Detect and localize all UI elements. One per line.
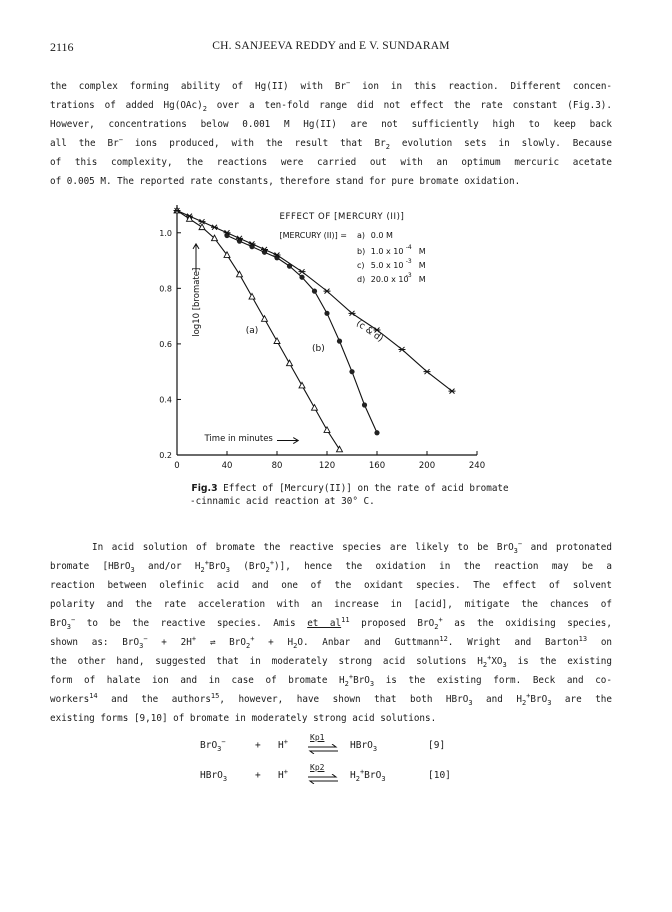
y-axis-label: log10 [bromate]: [192, 267, 202, 337]
page-number: 2116: [50, 40, 74, 54]
text-line: [50, 652, 612, 671]
text-run: 14: [89, 691, 98, 700]
text-run: 2: [245, 641, 251, 650]
text-run: XO: [491, 656, 503, 667]
equation-rhs: $H_2^+BrO_3$: [350, 767, 386, 783]
legend-unit: M: [418, 247, 426, 256]
text-run: all the Br: [50, 138, 119, 149]
equation-constant: Kp1: [310, 733, 325, 742]
text-run: 3: [468, 698, 473, 707]
legend-value: 0.0 M: [370, 231, 393, 240]
text-run: +: [204, 558, 209, 567]
text-run: + 2H: [147, 637, 192, 648]
y-tick-label: 0.4: [159, 395, 172, 405]
text-line: [50, 172, 612, 191]
caption-text-1: Effect of [Mercury(II)] on the rate of acid bromate: [217, 483, 509, 494]
text-run: 15: [210, 691, 220, 700]
figure-3-chart: [150, 200, 500, 480]
caption-label: Fig.3: [191, 483, 218, 494]
equation-plus: +: [255, 740, 261, 751]
text-run: and the authors: [97, 694, 211, 705]
data-point-b: [299, 275, 304, 280]
text-run: existing forms [9,10] of bromate in moderately strong acid solutions.: [50, 713, 437, 724]
text-run: et al: [307, 618, 342, 629]
data-point-b: [324, 311, 329, 316]
caption-text-2: -cinnamic acid reaction at 30° C.: [190, 496, 375, 507]
data-point-a: [262, 316, 268, 322]
text-run: proposed BrO: [349, 618, 435, 629]
text-run: BrO: [208, 561, 226, 572]
figure-caption: [170, 482, 530, 508]
text-run: +: [191, 634, 197, 643]
text-line: [50, 96, 612, 115]
text-run: (BrO: [229, 561, 266, 572]
y-tick-label: 0.8: [159, 284, 172, 294]
text-run: BrO: [353, 675, 370, 686]
equation-rhs: HBrO$_3$: [350, 740, 378, 753]
legend-key: a): [357, 231, 366, 240]
text-line: [50, 153, 612, 172]
text-run: −: [71, 615, 76, 624]
equilibrium-arrow-icon: [308, 744, 338, 754]
legend-key: c): [357, 261, 365, 270]
text-run: 2: [200, 565, 205, 574]
legend-value: 5.0 x 10: [370, 261, 404, 270]
curve-label-cd: (c & d): [354, 318, 385, 345]
text-line: [50, 690, 612, 709]
data-point-cd: [449, 389, 456, 394]
x-axis-label: Time in minutes: [204, 434, 273, 445]
text-run: 2: [482, 660, 488, 669]
text-run: −: [143, 634, 148, 643]
text-run: polarity and the rate acceleration with an increase in [acid], mitigate the chances of: [50, 599, 612, 610]
text-run: 3: [513, 546, 518, 555]
text-run: is the existing: [506, 656, 612, 667]
text-run: ion in this reaction. Different concen-: [350, 81, 613, 92]
text-run: +: [438, 615, 443, 624]
text-run: over a ten-fold range did not effect the rate constant (Fig.3).: [206, 100, 612, 111]
legend-exponent: -3: [405, 258, 412, 265]
y-tick-label: 0.2: [159, 451, 172, 460]
text-run: 13: [578, 634, 588, 643]
curve-label-a: (a): [245, 325, 259, 336]
data-point-a: [199, 224, 205, 230]
data-point-a: [312, 405, 318, 411]
text-run: of this complexity, the reactions were carried out with an optimum mercuric acetate: [50, 157, 612, 168]
legend-unit: M: [418, 275, 426, 284]
legend-key: d): [357, 275, 366, 284]
text-run: 3: [225, 565, 230, 574]
text-run: and H: [472, 694, 522, 705]
x-tick-label: 160: [368, 461, 386, 471]
equation-lhs: BrO$_3$−: [200, 737, 226, 753]
legend-value: 1.0 x 10: [370, 247, 404, 256]
text-run: BrO: [50, 618, 67, 629]
text-run: 2: [344, 679, 349, 688]
text-line: [50, 671, 612, 690]
text-run: evolution sets in slowly. Because: [389, 138, 612, 149]
text-run: 2: [202, 104, 207, 113]
data-point-a: [299, 382, 305, 388]
text-run: ⇌ BrO: [196, 637, 246, 648]
x-tick-label: 80: [271, 461, 283, 471]
page-header: [50, 40, 612, 56]
equation-reagent: H+: [278, 767, 288, 781]
data-point-b: [362, 402, 367, 407]
text-line: [50, 576, 612, 595]
text-run: 2: [521, 698, 527, 707]
data-point-cd: [399, 347, 406, 352]
text-run: O. Anbar and Guttmann: [297, 637, 440, 648]
x-tick-label: 240: [468, 461, 486, 471]
text-run: 3: [139, 641, 144, 650]
text-run: are the: [551, 694, 613, 705]
equation-lhs: HBrO$_3$: [200, 770, 228, 783]
text-run: workers: [50, 694, 90, 705]
text-run: 2: [385, 142, 390, 151]
x-tick-label: 0: [174, 461, 180, 471]
data-point-cd: [211, 225, 218, 230]
text-run: +: [487, 653, 492, 662]
text-run: 3: [502, 660, 507, 669]
text-line: [50, 709, 612, 728]
text-run: −: [118, 135, 123, 144]
text-run: and/or H: [134, 561, 201, 572]
text-run: bromate [HBrO: [50, 561, 131, 572]
data-point-a: [287, 360, 293, 366]
data-point-b: [374, 430, 379, 435]
text-run: )], hence the oxidation in the reaction may be a: [274, 561, 612, 572]
text-run: 12: [439, 634, 448, 643]
legend-key: b): [357, 247, 366, 256]
data-point-a: [274, 338, 280, 344]
text-run: reaction between olefinic acid and one of the oxidant species. The effect of solvent: [50, 580, 612, 591]
text-run: 3: [130, 565, 135, 574]
text-run: the other hand, suggested that in moderately strong acid solutions H: [50, 656, 483, 667]
text-run: shown as: BrO: [50, 637, 140, 648]
legend-value: 20.0 x 10: [370, 275, 409, 284]
text-run: 2: [434, 622, 439, 631]
text-run: on: [587, 637, 613, 648]
legend-exponent: -4: [405, 244, 412, 251]
data-point-cd: [324, 289, 331, 294]
text-line: [50, 595, 612, 614]
curve-label-b: (b): [312, 343, 325, 354]
paragraph-mercury-effect: [50, 77, 612, 191]
running-title: CH. SANJEEVA REDDY and E V. SUNDARAM: [212, 40, 450, 52]
equation-reagent: H+: [278, 737, 288, 751]
legend-header: [MERCURY (II)] =: [279, 231, 347, 240]
text-run: ions produced, with the result that Br: [122, 138, 386, 149]
text-run: , however, have shown that both HBrO: [219, 694, 469, 705]
equilibrium-arrow-icon: [308, 774, 338, 784]
y-tick-label: 0.6: [159, 339, 172, 349]
text-run: −: [346, 78, 351, 87]
equation-number: [10]: [428, 770, 451, 781]
data-point-a: [249, 293, 255, 299]
text-run: 3: [66, 622, 72, 631]
text-line: [50, 633, 612, 652]
text-run: form of halate ion and in case of bromate H: [50, 675, 345, 686]
text-run: of 0.005 M. The reported rate constants, therefore stand for pure bromate oxidation.: [50, 176, 521, 187]
text-run: 2: [293, 641, 298, 650]
text-run: +: [250, 634, 255, 643]
text-run: to be the reactive species. Amis: [75, 618, 308, 629]
legend-title: EFFECT OF [MERCURY (II)]: [279, 212, 405, 222]
text-run: In acid solution of bromate the reactive species are likely to be BrO: [92, 542, 514, 553]
text-run: 3: [547, 698, 552, 707]
text-run: + H: [254, 637, 294, 648]
legend-unit: M: [418, 261, 426, 270]
text-line: [50, 614, 612, 633]
text-run: However, concentrations below 0.001 M Hg(II) are not sufficiently high to keep back: [50, 119, 612, 130]
text-line: [50, 115, 612, 134]
text-run: . Wright and Barton: [447, 637, 579, 648]
text-run: 11: [341, 615, 350, 624]
text-run: 3: [369, 679, 375, 688]
equation-9: [200, 733, 460, 760]
text-run: +: [269, 558, 275, 567]
data-point-b: [349, 369, 354, 374]
text-run: +: [348, 672, 354, 681]
data-point-cd: [349, 311, 356, 316]
x-tick-label: 120: [318, 461, 336, 471]
text-line: [50, 538, 612, 557]
text-line: [50, 77, 612, 96]
equation-plus: +: [255, 770, 261, 781]
data-point-cd: [299, 269, 306, 274]
equation-number: [9]: [428, 740, 446, 751]
equation-constant: Kp2: [310, 763, 325, 772]
text-run: as the oxidising species,: [442, 618, 612, 629]
text-run: and protonated: [522, 542, 612, 553]
legend-exponent: -3: [405, 272, 412, 279]
x-tick-label: 40: [221, 461, 233, 471]
text-run: is the existing form. Beck and co-: [374, 675, 612, 686]
text-run: trations of added Hg(OAc): [50, 100, 203, 111]
text-run: the complex forming ability of Hg(II) with Br: [50, 81, 347, 92]
text-run: +: [526, 691, 531, 700]
text-run: −: [517, 539, 523, 548]
data-point-cd: [424, 369, 431, 374]
data-point-b: [312, 289, 317, 294]
equation-10: [200, 763, 460, 790]
text-line: [50, 134, 612, 153]
text-run: 2: [265, 565, 270, 574]
text-line: [50, 557, 612, 576]
text-run: BrO: [530, 694, 548, 705]
y-tick-label: 1.0: [159, 228, 172, 238]
data-point-b: [337, 339, 342, 344]
paragraph-reactive-species: [50, 538, 612, 728]
data-point-a: [324, 427, 330, 433]
x-tick-label: 200: [418, 461, 436, 471]
